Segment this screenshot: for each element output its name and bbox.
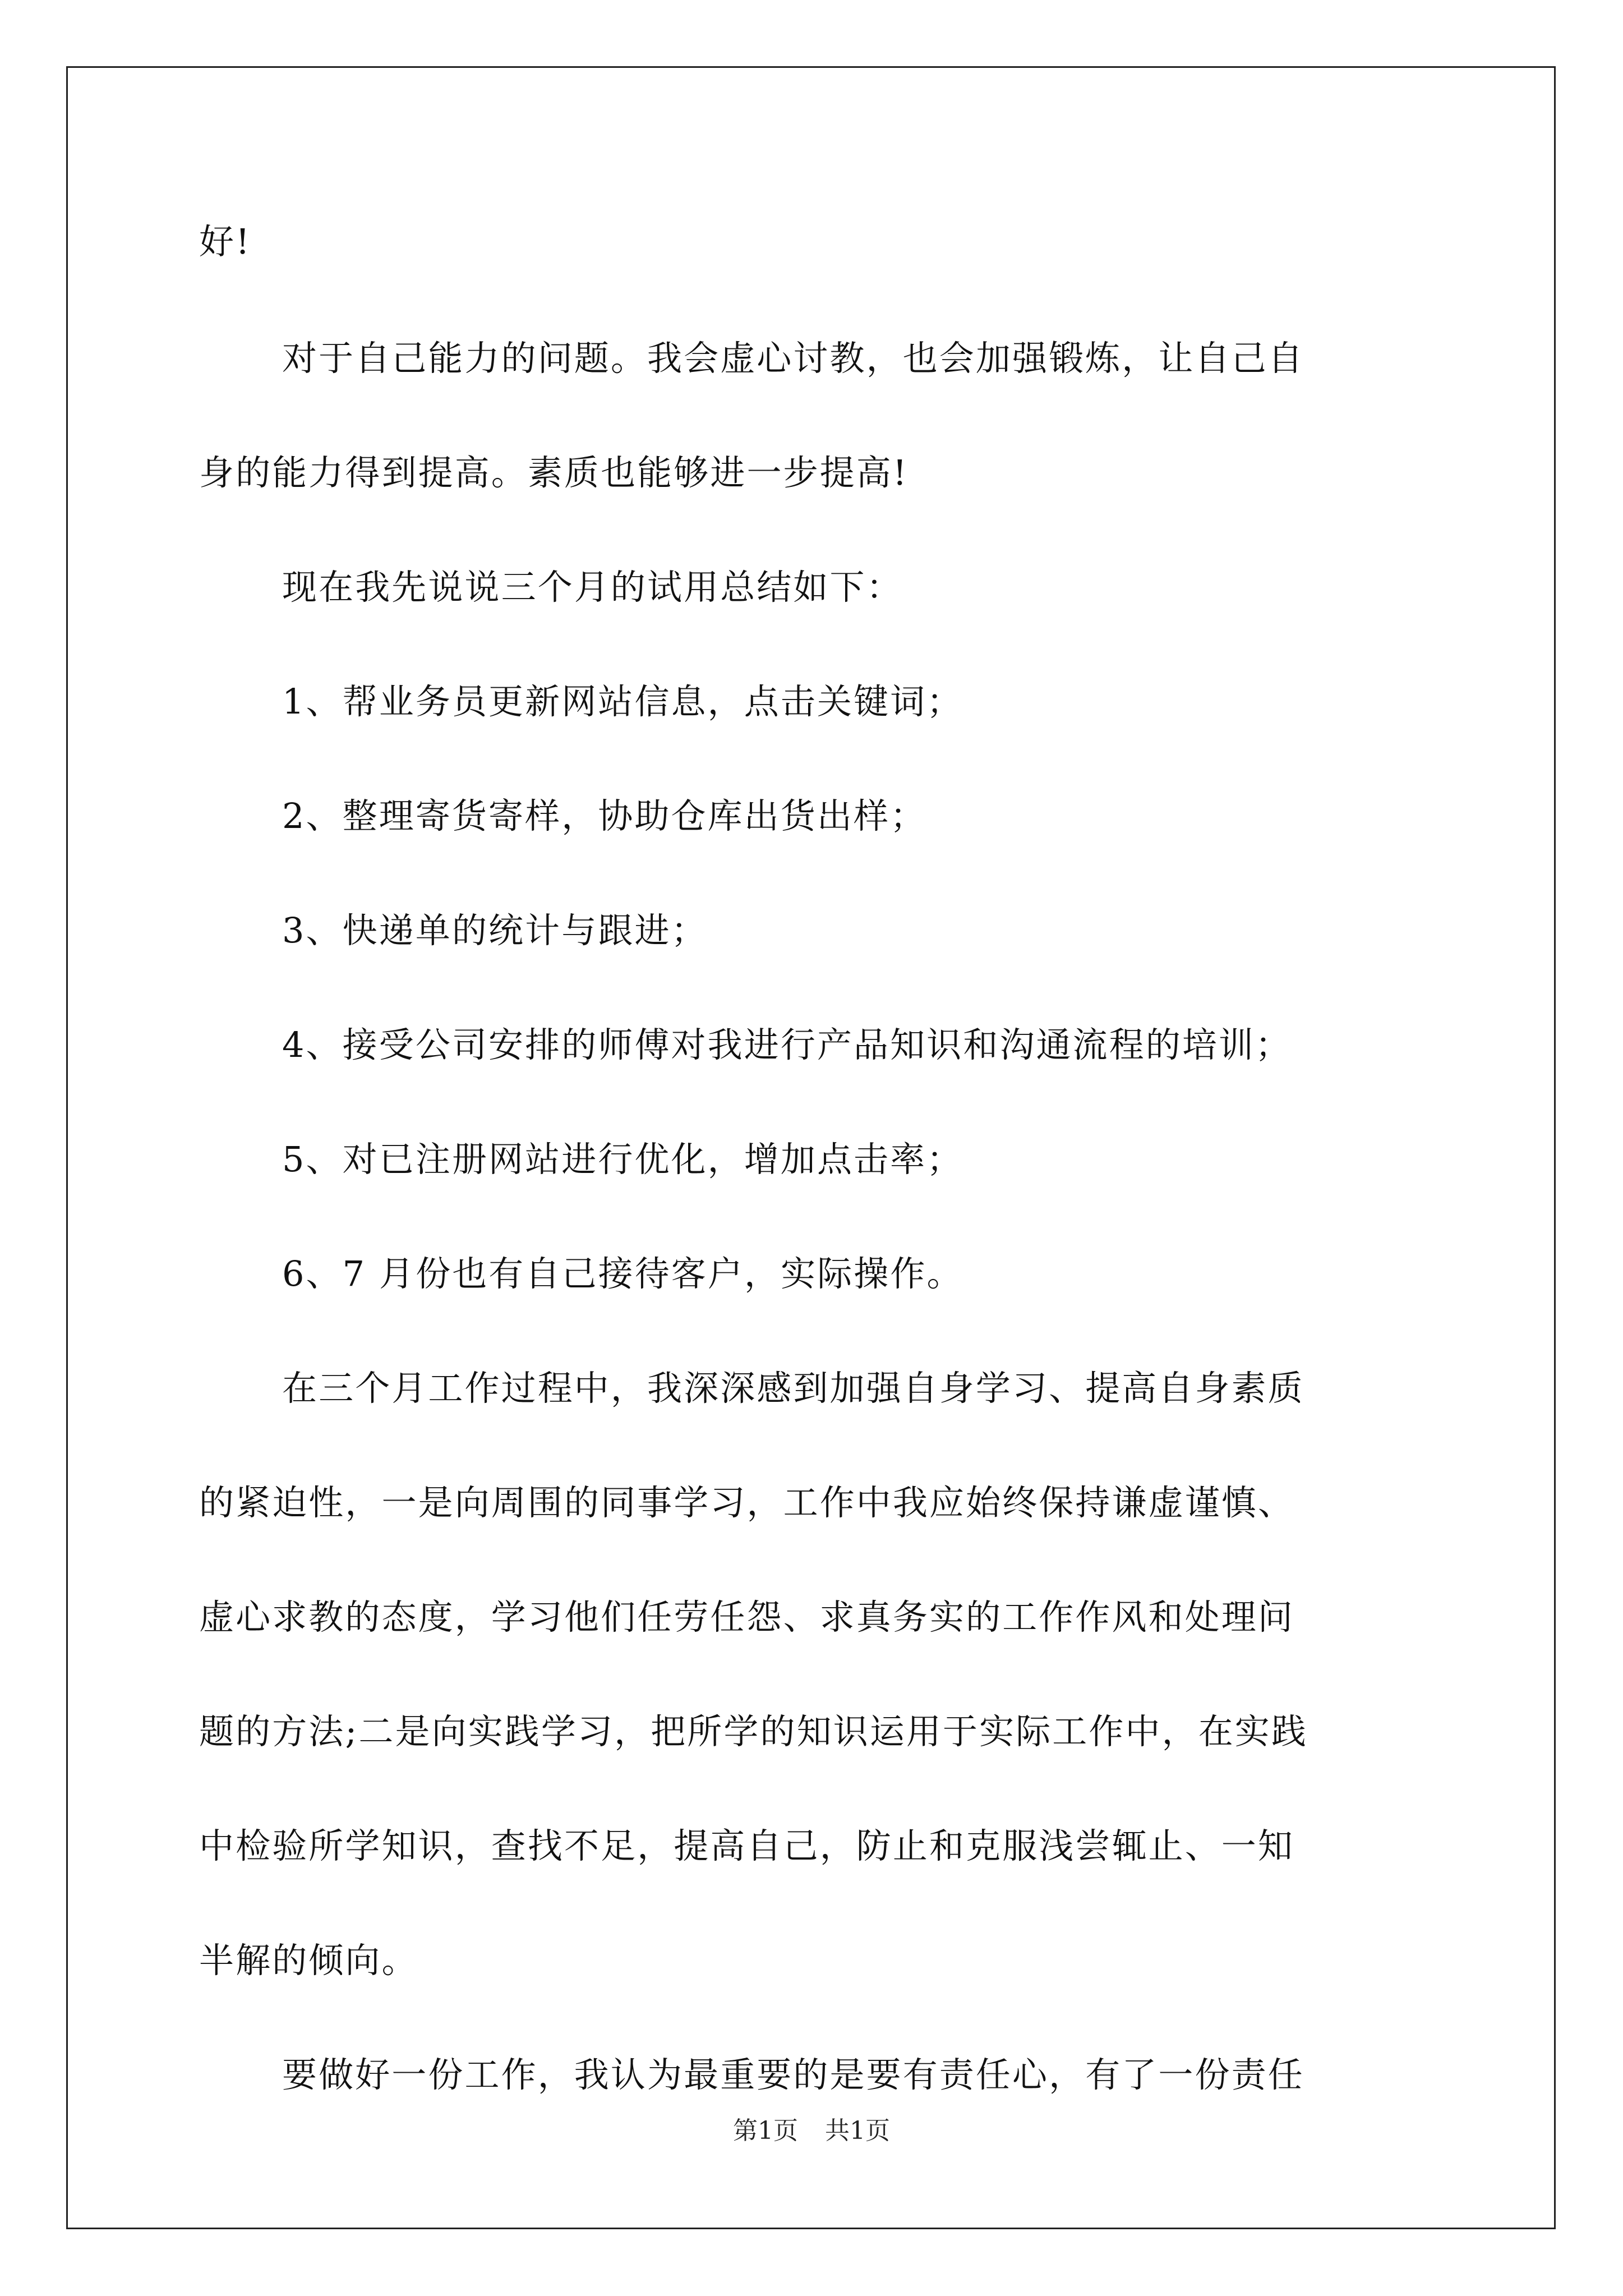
text-line: 1、帮业务员更新网站信息，点击关键词； (282, 681, 963, 722)
text-line: 6、7 月份也有自己接待客户，实际操作。 (282, 1253, 963, 1294)
page-number: 第1页 (733, 2116, 798, 2145)
text-line: 5、对已注册网站进行优化，增加点击率； (282, 1139, 963, 1180)
text-line: 在三个月工作过程中，我深深感到加强自身学习、提高自身素质 (282, 1368, 1304, 1409)
text-line: 身的能力得到提高。素质也能够进一步提高! (199, 452, 909, 493)
page-total: 共1页 (825, 2116, 890, 2145)
text-line: 2、整理寄货寄样，协助仓库出货出样； (282, 795, 927, 836)
text-line: 好! (199, 221, 252, 262)
text-line: 4、接受公司安排的师傅对我进行产品知识和沟通流程的培训； (282, 1024, 1292, 1065)
text-line: 对于自己能力的问题。我会虚心讨教，也会加强锻炼，让自己自 (282, 338, 1304, 379)
text-line: 现在我先说说三个月的试用总结如下： (282, 567, 903, 608)
page-footer (0, 2110, 1623, 2146)
text-line: 的紧迫性，一是向周围的同事学习，工作中我应始终保持谦虚谨慎、 (199, 1482, 1295, 1523)
text-line: 半解的倾向。 (199, 1940, 418, 1981)
text-line: 3、快递单的统计与跟进； (282, 910, 708, 951)
text-line: 中检验所学知识，查找不足，提高自己，防止和克服浅尝辄止、一知 (199, 1825, 1295, 1866)
text-line: 题的方法;二是向实践学习，把所学的知识运用于实际工作中，在实践 (199, 1711, 1308, 1752)
text-line: 虚心求教的态度，学习他们任劳任怨、求真务实的工作作风和处理问 (199, 1596, 1295, 1637)
text-line: 要做好一份工作，我认为最重要的是要有责任心，有了一份责任 (282, 2054, 1304, 2095)
